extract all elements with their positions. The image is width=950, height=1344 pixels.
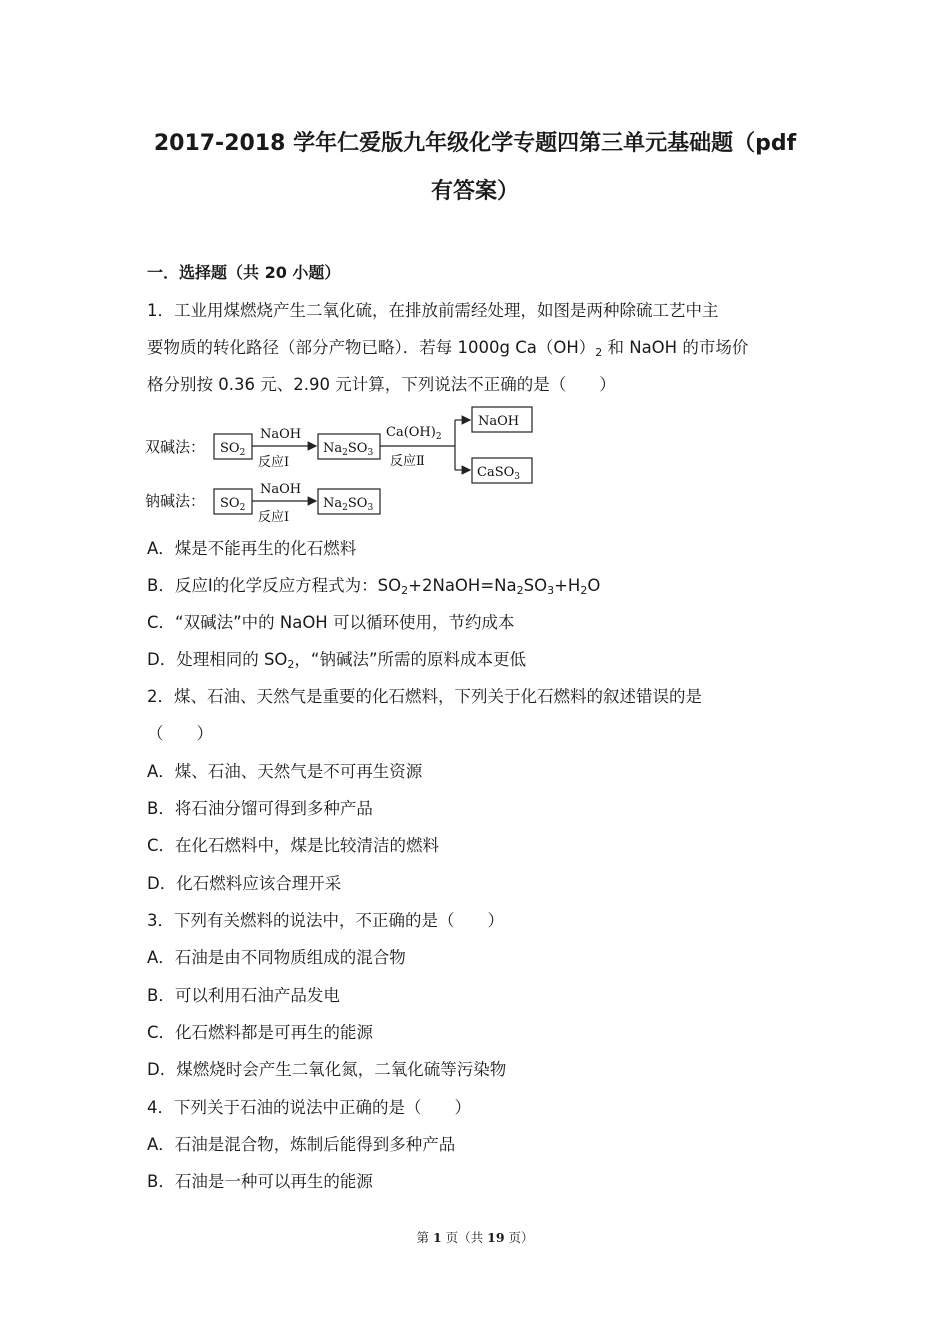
q4-stem: 4．下列关于石油的说法中正确的是（ ） <box>147 1098 471 1117</box>
section-heading: 一．选择题（共 20 小题） <box>147 263 341 282</box>
page-footer: 第 1 页（共 19 页） <box>416 1230 534 1245</box>
total-page-count: 19 <box>487 1230 505 1245</box>
q1-stem-line-3: 格分别按 0.36 元、2.90 元计算，下列说法不正确的是（ ） <box>147 375 616 394</box>
q4-option-b: B．石油是一种可以再生的能源 <box>147 1172 373 1191</box>
naoh-reagent-2: NaOH <box>260 482 302 497</box>
na2so3-label-2: $Na_2SO_3$ <box>323 496 374 513</box>
q1-stem-line-1: 1．工业用煤燃烧产生二氧化硫，在排放前需经处理，如图是两种除硫工艺中主 <box>147 301 719 320</box>
q1-option-b: B．反应Ⅰ的化学反应方程式为：$SO_2+2NaOH=Na_2SO_3+H_2O$ <box>147 576 601 597</box>
q2-stem-line-1: 2．煤、石油、天然气是重要的化石燃料，下列关于化石燃料的叙述错误的是 <box>147 687 702 706</box>
current-page-number: 1 <box>432 1230 442 1245</box>
so2-label-1: $SO_2$ <box>220 441 246 458</box>
q3-option-b: B．可以利用石油产品发电 <box>147 986 340 1005</box>
caso3-label: CaSO$_3$ <box>477 465 520 482</box>
so2-label-2: $SO_2$ <box>220 496 246 513</box>
na2so3-label-1: $Na_2SO_3$ <box>323 441 374 458</box>
q2-option-b: B．将石油分馏可得到多种产品 <box>147 799 373 818</box>
q2-option-c: C．在化石燃料中，煤是比较清洁的燃料 <box>147 836 440 855</box>
caoh2-reagent: $Ca(OH)_2$ <box>386 425 442 442</box>
naoh-product-label: NaOH <box>478 414 520 429</box>
document-title-line-1: 2017-2018 学年仁爱版九年级化学专题四第三单元基础题（pdf <box>153 131 797 156</box>
q1-option-d: D．处理相同的 $SO_2$，“钠碱法”所需的原料成本更低 <box>147 650 527 671</box>
q3-option-d: D．煤燃烧时会产生二氧化氮，二氧化硫等污染物 <box>147 1060 507 1079</box>
desulfurization-diagram <box>145 402 545 532</box>
q2-stem-line-2: （ ） <box>147 724 213 743</box>
q1-stem-line-2: 要物质的转化路径（部分产物已略）．若每 1000g $Ca(OH)_2$ 和 NaOH 的市场价 <box>147 338 749 359</box>
q3-option-a: A．石油是由不同物质组成的混合物 <box>147 948 406 967</box>
sodium-alkali-label: 钠碱法： <box>145 492 206 510</box>
q2-option-a: A．煤、石油、天然气是不可再生资源 <box>147 762 423 781</box>
q2-option-d: D．化石燃料应该合理开采 <box>147 874 342 893</box>
naoh-reagent-1: NaOH <box>260 427 302 442</box>
q1-option-c: C．“双碱法”中的 NaOH 可以循环使用，节约成本 <box>147 613 515 632</box>
reaction-1-label: 反应Ⅰ <box>258 455 290 470</box>
reaction-1b-label: 反应Ⅰ <box>258 510 290 525</box>
double-alkali-label: 双碱法： <box>145 438 206 456</box>
q3-stem: 3．下列有关燃料的说法中，不正确的是（ ） <box>147 911 504 930</box>
q1-option-a: A．煤是不能再生的化石燃料 <box>147 539 357 558</box>
q3-option-c: C．化石燃料都是可再生的能源 <box>147 1023 374 1042</box>
reaction-2-label: 反应Ⅱ <box>390 454 425 469</box>
q4-option-a: A．石油是混合物，炼制后能得到多种产品 <box>147 1135 456 1154</box>
document-title-line-2: 有答案） <box>430 179 519 204</box>
